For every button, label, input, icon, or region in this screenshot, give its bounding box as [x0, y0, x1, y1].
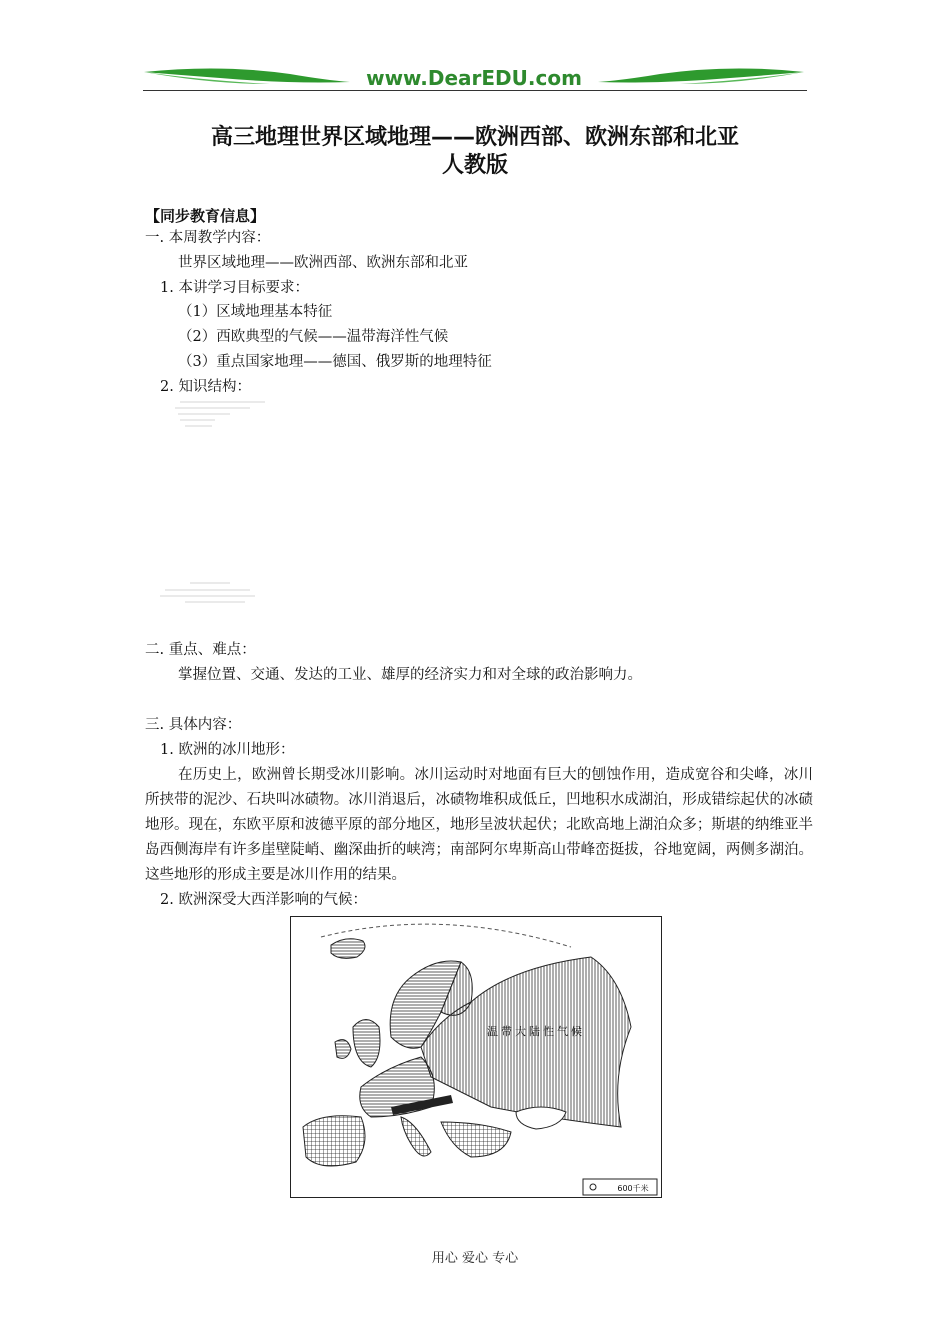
part1-item2-heading: 2. 知识结构： [160, 379, 251, 395]
knowledge-structure-diagram-top [160, 398, 280, 434]
section-heading: 【同步教育信息】 [145, 207, 266, 225]
goal-item: （3）重点国家地理——德国、俄罗斯的地理特征 [178, 354, 492, 370]
part2-text: 掌握位置、交通、发达的工业、雄厚的经济实力和对全球的政治影响力。 [178, 667, 642, 683]
glacier-text: 在历史上，欧洲曾长期受冰川影响。冰川运动时对地面有巨大的刨蚀作用，造成宽谷和尖峰，冰川所挟带的泥沙、石块叫冰碛物。冰川消退后，冰碛物堆积成低丘，凹地积水成湖泊，形成错综起伏的冰碛地形。现在，东欧平原和波德平原的部分地区，地形呈波状起伏；北欧高地上湖泊众多；斯堪的纳维亚半岛西侧海岸有许多崖壁陡峭、幽深曲折的峡湾；南部阿尔卑斯高山带峰峦挺拔，谷地宽阔，两侧多湖泊。这些地形的形成主要是冰川作用的结果。 [145, 767, 813, 883]
goal-item: （1）区域地理基本特征 [178, 304, 333, 320]
left-swoosh [144, 68, 350, 82]
iberia [303, 1116, 365, 1166]
balkans [441, 1122, 511, 1157]
goal-item: （2）西欧典型的气候——温带海洋性气候 [178, 329, 449, 345]
glacier-paragraph [145, 763, 813, 888]
italy [401, 1117, 431, 1156]
europe-climate-map [290, 916, 662, 1198]
continental-region-label: 温带大陆性气候 [487, 1025, 585, 1038]
iceland [331, 939, 365, 959]
part3-item2-heading: 2. 欧洲深受大西洋影响的气候： [160, 892, 367, 908]
right-swoosh [598, 68, 804, 82]
part1-heading: 一. 本周教学内容： [145, 230, 271, 246]
ireland [335, 1040, 351, 1059]
part3-heading: 三. 具体内容： [145, 717, 242, 733]
map-svg [291, 917, 662, 1198]
part1-topic: 世界区域地理——欧洲西部、欧洲东部和北亚 [178, 255, 468, 271]
part3-item1-heading: 1. 欧洲的冰川地形： [160, 742, 295, 758]
page-footer: 用心 爱心 专心 [431, 1251, 519, 1266]
knowledge-structure-diagram-bottom [155, 580, 265, 610]
site-url: www.DearEDU.com [366, 66, 582, 90]
black-sea [516, 1107, 566, 1129]
page-title-line2: 人教版 [441, 153, 508, 178]
part2-heading: 二. 重点、难点： [145, 642, 256, 658]
british-isles [353, 1020, 380, 1068]
scale-label: 600千米 [617, 1184, 649, 1193]
page-title-line1: 高三地理世界区域地理——欧洲西部、欧洲东部和北亚 [210, 125, 739, 150]
header-rule [143, 90, 807, 91]
part1-item1-heading: 1. 本讲学习目标要求： [160, 280, 309, 296]
